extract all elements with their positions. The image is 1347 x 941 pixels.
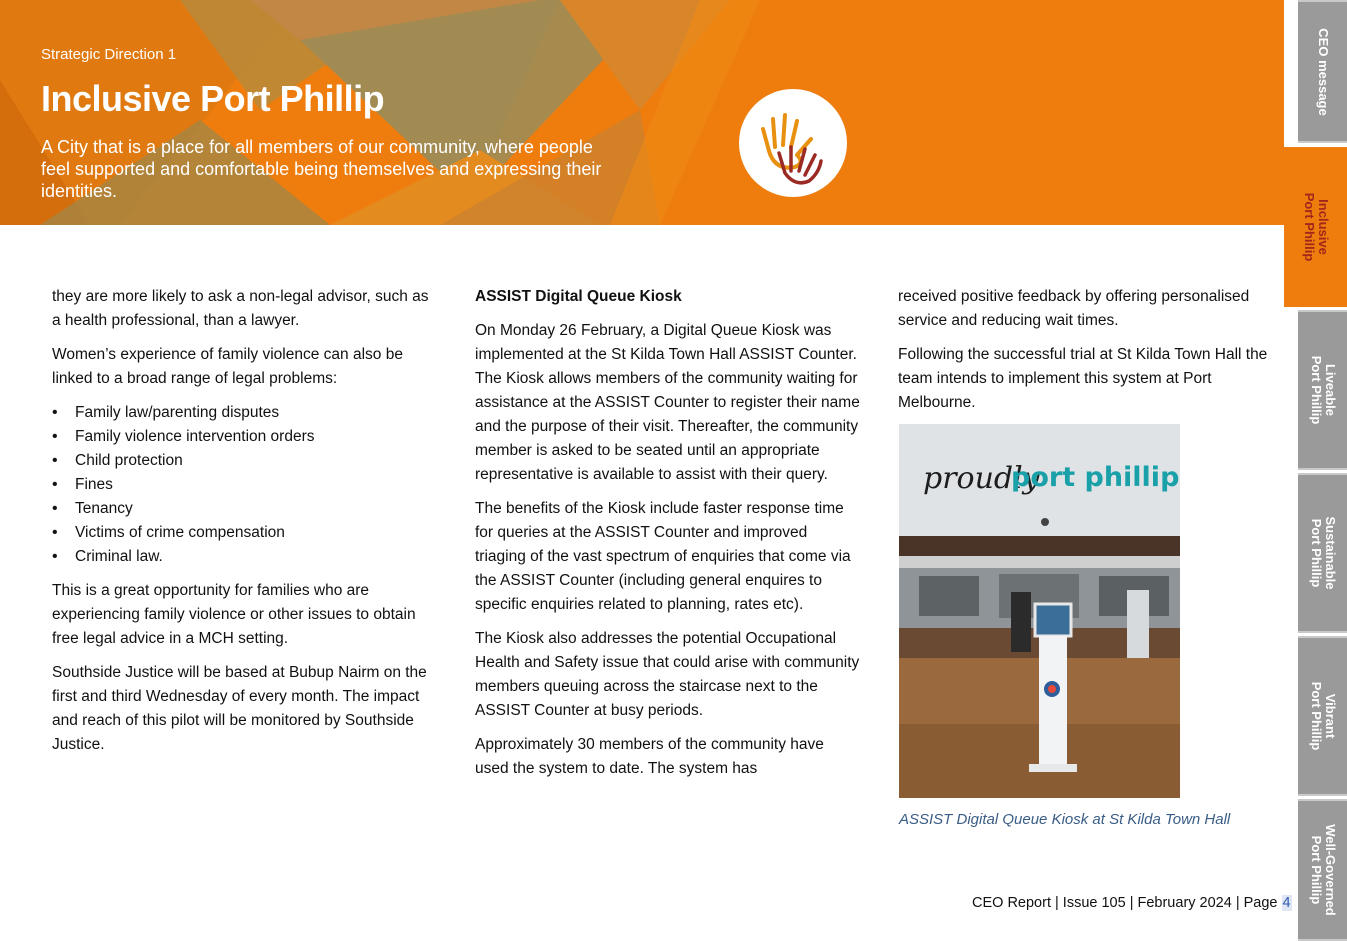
tab-label: Vibrant Port Phillip — [1308, 681, 1338, 751]
list-item: • Fines — [52, 473, 437, 497]
paragraph: This is a great opportunity for families who are experiencing family violence or other issues to obtain free legal advice in a MCH setting. — [52, 582, 416, 647]
column-2 — [475, 285, 860, 791]
tab-ceo-message[interactable] — [1298, 0, 1347, 143]
tab-label: Liveable Port Phillip — [1308, 355, 1338, 425]
legal-problems-list — [52, 401, 437, 569]
tab-well-governed-port-phillip[interactable] — [1298, 799, 1347, 941]
tab-sustainable-port-phillip[interactable] — [1298, 473, 1347, 633]
list-item: • Family law/parenting disputes — [52, 401, 437, 425]
tab-liveable-port-phillip[interactable] — [1298, 310, 1347, 470]
photo-sign-text-2: port phillip — [1011, 462, 1180, 493]
photo-caption: ASSIST Digital Queue Kiosk at St Kilda Town Hall — [899, 811, 1231, 828]
paragraph: Southside Justice will be based at Bubup Nairm on the first and third Wednesday of every month. The impact and reach of this pilot will be monitored by Southside Justice. — [52, 664, 427, 753]
tab-vibrant-port-phillip[interactable] — [1298, 636, 1347, 796]
paragraph: received positive feedback by offering personalised service and reducing wait times. — [898, 288, 1250, 329]
footer-text: CEO Report | Issue 105 | February 2024 | Page — [972, 895, 1282, 911]
page-title: Inclusive Port Phillip — [41, 78, 385, 119]
list-item: • Victims of crime compensation — [52, 521, 437, 545]
kiosk-photo — [899, 424, 1180, 798]
section-eyebrow: Strategic Direction 1 — [41, 46, 177, 63]
list-item: • Tenancy — [52, 497, 437, 521]
paragraph: Women’s experience of family violence can also be linked to a broad range of legal problems: — [52, 346, 403, 387]
tab-label: Well-Governed Port Phillip — [1308, 824, 1338, 916]
side-nav-tabs — [1284, 0, 1347, 941]
paragraph: The Kiosk also addresses the potential Occupational Health and Safety issue that could arise with community members queuing across the staircase next to the ASSIST Counter at busy periods. — [475, 630, 860, 719]
photo-sign-text-1: proudly — [923, 461, 1040, 496]
paragraph: The benefits of the Kiosk include faster response time for queries at the ASSIST Counter and improved triaging of the vast spectrum of enquiries that come via the ASSIST Counter (including general enquires to specific enquiries related to planning, rates etc). — [475, 500, 851, 613]
header-banner — [0, 0, 1284, 225]
column-1 — [52, 285, 437, 767]
paragraph: On Monday 26 February, a Digital Queue Kiosk was implemented at the St Kilda Town Hall ASSIST Counter. The Kiosk allows members of the community waiting for assistance at the ASSIST Counter to register their name and the purpose of their visit. Thereafter, the community member is asked to be seated until an appropriate representative is available to assist with their query. — [475, 322, 860, 483]
tab-label: Sustainable Port Phillip — [1308, 516, 1338, 590]
list-item: • Criminal law. — [52, 545, 437, 569]
page-number: 4 — [1282, 895, 1291, 911]
tab-label: Inclusive Port Phillip — [1301, 192, 1331, 262]
kiosk-photo-image — [899, 424, 1180, 798]
column-3 — [898, 285, 1283, 425]
section-heading: ASSIST Digital Queue Kiosk — [475, 288, 682, 305]
tab-inclusive-port-phillip[interactable] — [1284, 147, 1347, 307]
hands-icon — [739, 89, 847, 197]
paragraph: Approximately 30 members of the community have used the system to date. The system has — [475, 736, 824, 777]
list-item: • Family violence intervention orders — [52, 425, 437, 449]
paragraph: Following the successful trial at St Kilda Town Hall the team intends to implement this system at Port Melbourne. — [898, 346, 1268, 411]
page-footer — [972, 895, 1292, 911]
paragraph: they are more likely to ask a non-legal advisor, such as a health professional, than a lawyer. — [52, 288, 429, 329]
list-item: • Child protection — [52, 449, 437, 473]
tab-label: CEO message — [1315, 27, 1331, 116]
hands-emblem — [739, 89, 847, 197]
page-subtitle: A City that is a place for all members of our community, where people feel supported and comfortable being themselves and expressing their identities. — [41, 137, 602, 201]
